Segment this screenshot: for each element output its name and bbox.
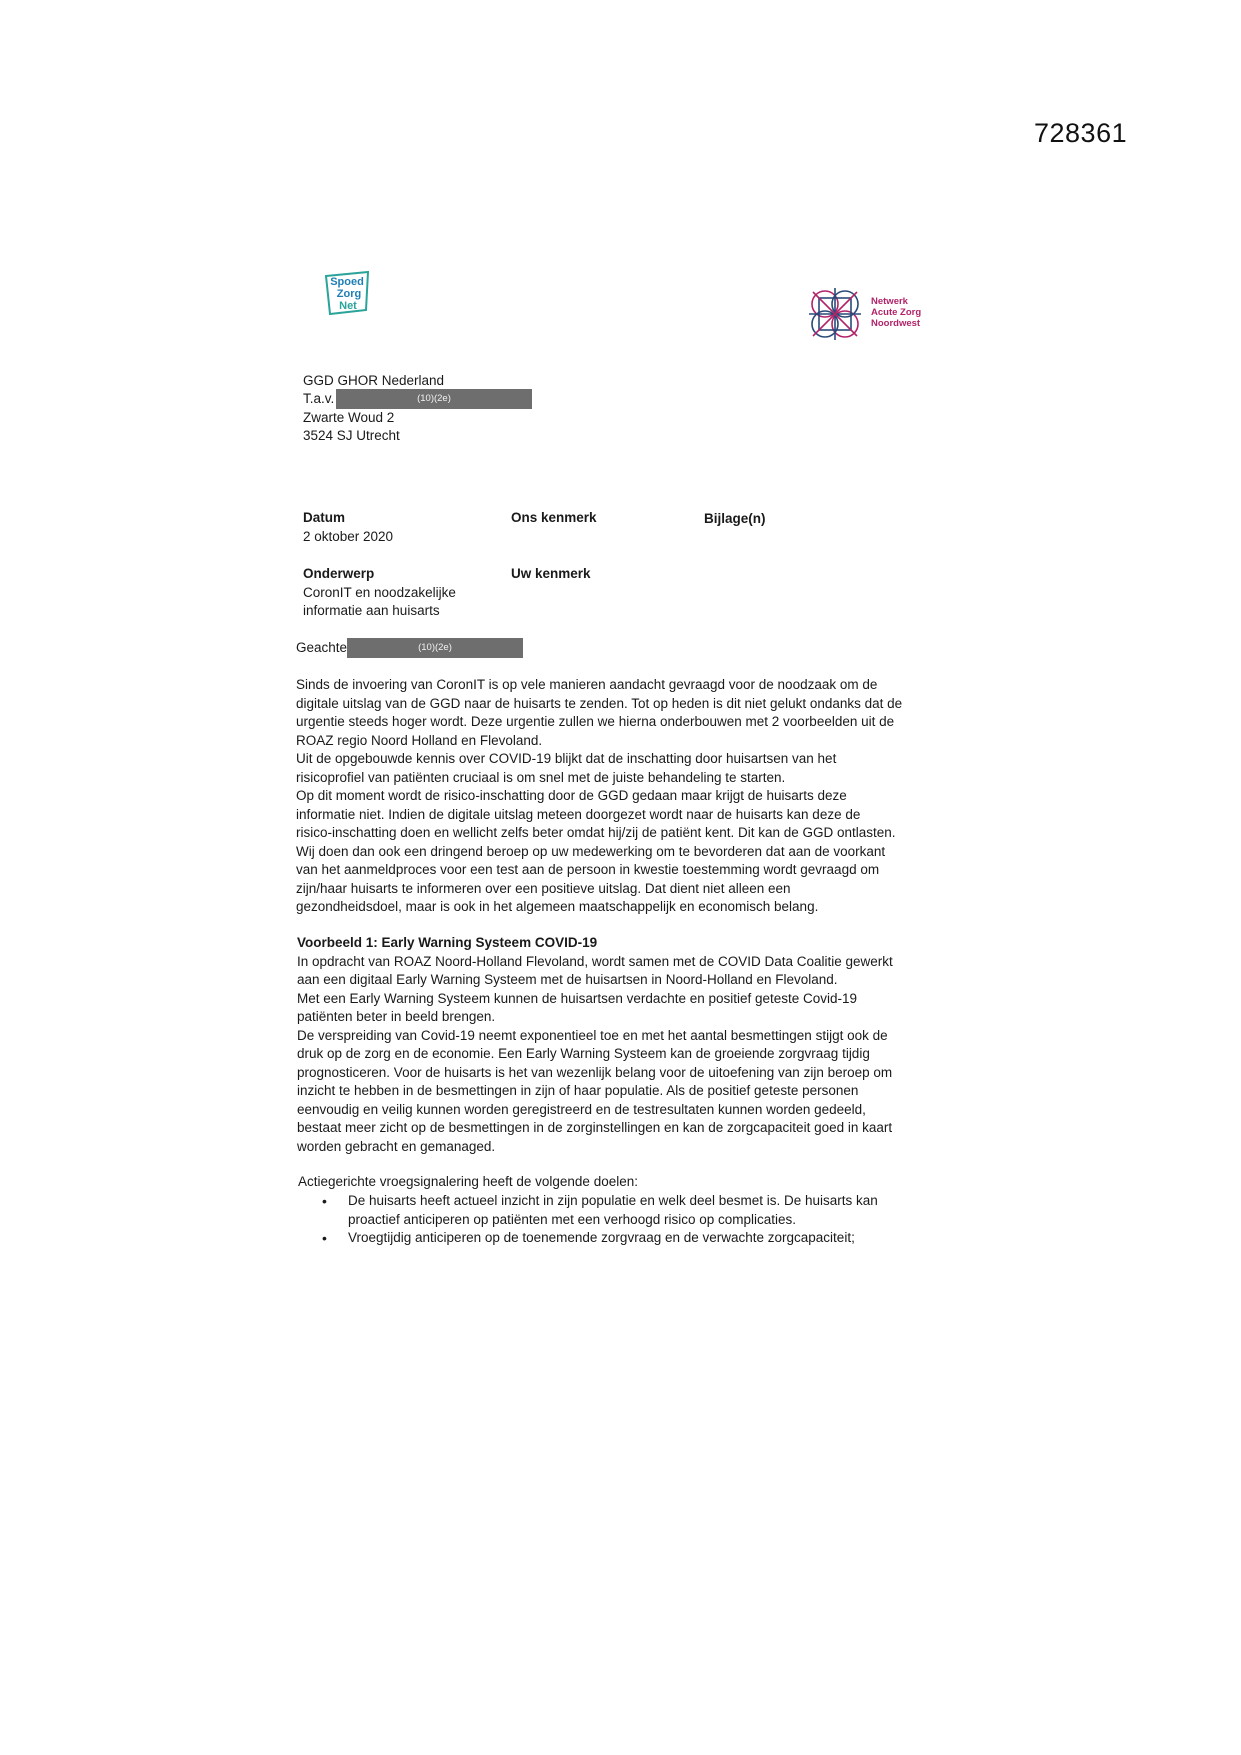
body-line: van het aanmeldproces voor een test aan de persoon in kwestie toestemming wordt gevraagd om — [296, 862, 880, 877]
body-line: eenvoudig en veilig kunnen worden geregistreerd en de testresultaten kunnen worden gedeeld, — [297, 1101, 866, 1117]
goal-line: • Vroegtijdig anticiperen op de toenemende zorgvraag en de verwachte zorgcapaciteit; — [348, 1230, 855, 1245]
logo-right-line1: Netwerk — [871, 296, 908, 307]
body-line: De verspreiding van Covid-19 neemt exponentieel toe en met het aantal besmettingen stijgt ook de — [297, 1027, 888, 1043]
goals-intro — [298, 1173, 638, 1192]
body-line: bestaat meer zicht op de besmettingen in de zorginstellingen en kan de zorgcapaciteit goed in kaart — [297, 1120, 893, 1135]
onderwerp-line1: CoronIT en noodzakelijke — [303, 585, 456, 600]
body-line: druk op de zorg en de economie. Een Early Warning Systeem kan de groeiende zorgvraag tijdig — [297, 1046, 870, 1061]
body-line: urgentie steeds hoger wordt. Deze urgentie zullen we hierna onderbouwen met 2 voorbeelden uit de — [296, 714, 895, 729]
example1-heading: Voorbeeld 1: Early Warning Systeem COVID-19 — [297, 935, 598, 950]
logo-right-line3: Noordwest — [871, 318, 921, 329]
address-attention-label: T.a.v. — [303, 391, 335, 406]
intro-body — [296, 676, 902, 917]
salutation: Geachte — [296, 640, 348, 655]
ons-kenmerk-label: Ons kenmerk — [511, 510, 597, 525]
document-id: 728361 — [1034, 118, 1128, 148]
bijlagen-label: Bijlage(n) — [704, 511, 766, 526]
datum-label: Datum — [303, 510, 346, 525]
goals-intro-text: Actiegerichte vroegsignalering heeft de volgende doelen: — [298, 1174, 638, 1189]
address-street: Zwarte Woud 2 — [303, 410, 395, 425]
body-line: zijn/haar huisarts te informeren over een positieve uitslag. Dat dient niet alleen een — [296, 880, 791, 896]
body-line: inzicht te hebben in de besmettingen in zijn of haar populatie. Als de positief geteste personen — [297, 1083, 859, 1098]
body-line: Met een Early Warning Systeem kunnen de huisartsen verdachte en positief geteste Covid-19 — [297, 990, 858, 1006]
body-line: risico-inschatting doen en wellicht zelfs beter omdat hij/zij de patiënt kent. Dit kan de GGD ontlasten. — [296, 825, 896, 840]
list-item — [298, 1229, 878, 1248]
logo-left-line3: Net — [339, 300, 357, 312]
logo-right-line2: Acute Zorg — [871, 307, 922, 318]
body-line: patiënten beter in beeld brengen. — [297, 1009, 496, 1024]
body-line: Sinds de invoering van CoronIT is op vele manieren aandacht gevraagd voor de noodzaak om de — [296, 677, 878, 692]
logo-left-line1: Spoed — [330, 276, 364, 288]
body-line: digitale uitslag van de GGD naar de huisarts te zenden. Tot op heden is dit niet gelukt ondanks dat de — [296, 695, 903, 711]
onderwerp-label: Onderwerp — [303, 566, 375, 581]
redaction-box: (10)(2e) — [336, 389, 532, 409]
onderwerp-line2: informatie aan huisarts — [303, 603, 440, 618]
body-line: Uit de opgebouwde kennis over COVID-19 blijkt dat de inschatting door huisartsen van het — [296, 751, 837, 766]
goals-list — [298, 1192, 878, 1248]
body-line: ROAZ regio Noord Holland en Flevoland. — [296, 732, 543, 748]
address-org: GGD GHOR Nederland — [303, 373, 445, 388]
body-line: In opdracht van ROAZ Noord-Holland Flevoland, wordt samen met de COVID Data Coalitie gewerkt — [297, 953, 893, 969]
logo-left-line2: Zorg — [336, 288, 362, 300]
body-line: Wij doen dan ook een dringend beroep op uw medewerking om te bevorderen dat aan de voorkant — [296, 843, 886, 859]
goal-line: proactief anticiperen op patiënten met een verhoogd risico op complicaties. — [348, 1211, 797, 1227]
salutation-redaction: (10)(2e) — [347, 638, 523, 658]
spoedzorgnet-logo — [322, 270, 372, 316]
uw-kenmerk-label: Uw kenmerk — [511, 566, 591, 581]
example1-section — [297, 934, 893, 1156]
body-line: gezondheidsdoel, maar is ook in het algemeen maatschappelijk en economisch belang. — [296, 899, 819, 914]
datum-value: 2 oktober 2020 — [303, 529, 394, 544]
body-line: prognosticeren. Voor de huisarts is het van wezenlijk belang voor de uitoefening van zijn beroep om — [297, 1064, 893, 1080]
netwerk-knot-icon — [805, 284, 865, 344]
netwerk-acute-zorg-logo — [805, 284, 929, 344]
list-item — [298, 1192, 878, 1229]
goal-line: • De huisarts heeft actueel inzicht in zijn populatie en welk deel besmet is. De huisarts kan — [348, 1193, 878, 1208]
address-city: 3524 SJ Utrecht — [303, 428, 400, 443]
body-line: aan een digitaal Early Warning Systeem met de huisartsen in Noord-Holland en Flevoland. — [297, 972, 838, 987]
body-line: worden gebracht en gemanaged. — [297, 1138, 496, 1154]
body-line: risicoprofiel van patiënten cruciaal is om snel met de juiste behandeling te starten. — [296, 769, 786, 785]
body-line: informatie niet. Indien de digitale uitslag meteen doorgezet wordt naar de huisarts kan deze de — [296, 806, 861, 822]
body-line: Op dit moment wordt de risico-inschatting door de GGD gedaan maar krijgt de huisarts deze — [296, 788, 847, 803]
